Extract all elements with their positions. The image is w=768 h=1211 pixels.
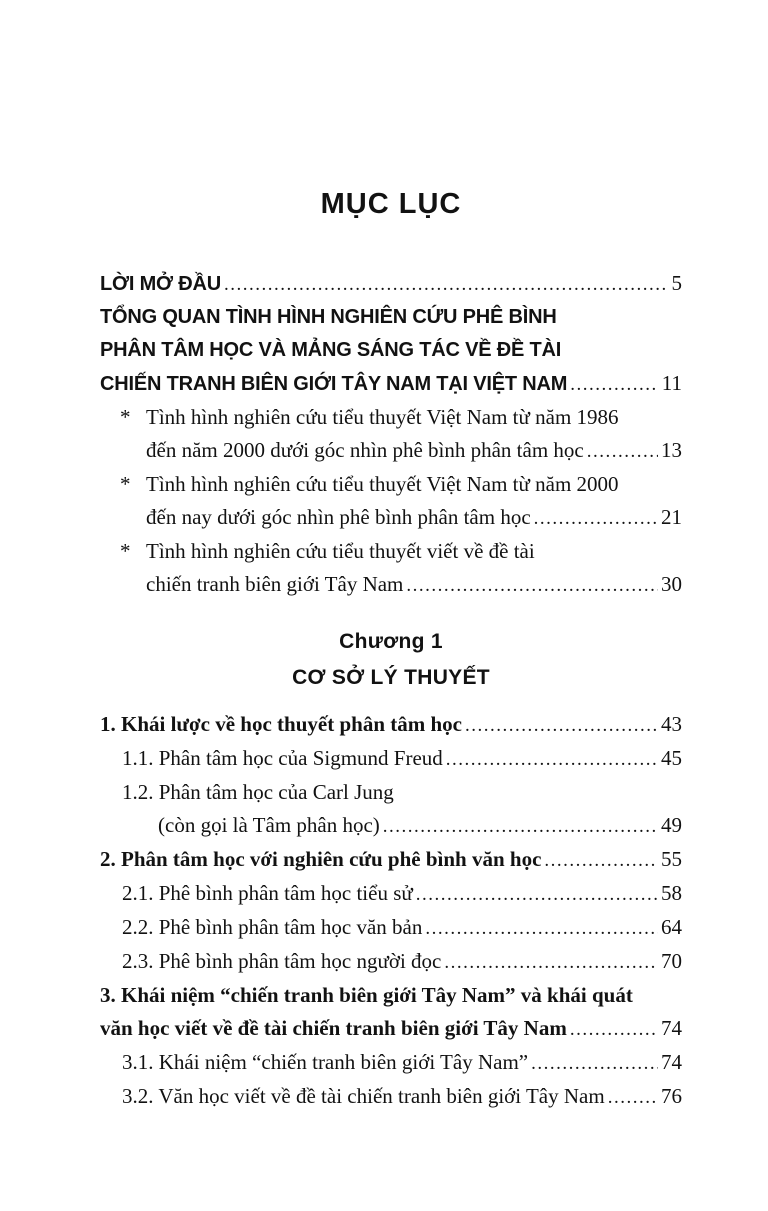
dot-leader xyxy=(446,742,658,776)
chapter-title: CƠ SỞ LÝ THUYẾT xyxy=(292,666,490,689)
dot-leader xyxy=(416,877,658,911)
toc-entry-line xyxy=(100,401,682,434)
page-number: 55 xyxy=(661,847,682,871)
toc-entry xyxy=(100,843,682,877)
page-number: 49 xyxy=(661,813,682,837)
toc-entry-line xyxy=(100,776,682,809)
entry-text: văn học viết về đề tài chiến tranh biên giới Tây Nam xyxy=(100,1016,567,1040)
page-title: MỤC LỤC xyxy=(320,188,462,220)
entry-text: 3. Khái niệm “chiến tranh biên giới Tây Nam” và khái quát xyxy=(100,983,633,1007)
toc-list xyxy=(100,267,682,1114)
entry-text: TỔNG QUAN TÌNH HÌNH NGHIÊN CỨU PHÊ BÌNH xyxy=(100,306,557,328)
toc-entry xyxy=(100,401,682,468)
toc-entry-line xyxy=(100,911,682,945)
entry-text: PHÂN TÂM HỌC VÀ MẢNG SÁNG TÁC VỀ ĐỀ TÀI xyxy=(100,339,562,361)
entry-text: 1.2. Phân tâm học của Carl Jung xyxy=(122,780,394,804)
toc-entry xyxy=(100,535,682,602)
entry-text: 2.2. Phê bình phân tâm học văn bản xyxy=(122,915,423,939)
dot-leader xyxy=(444,945,658,979)
dot-leader xyxy=(465,708,658,742)
toc-entry-line xyxy=(100,945,682,979)
toc-entry xyxy=(100,1080,682,1114)
toc-entry-line xyxy=(100,434,682,468)
page-number: 74 xyxy=(661,1050,682,1074)
page-number: 11 xyxy=(661,371,682,395)
entry-text: đến năm 2000 dưới góc nhìn phê bình phân tâm học xyxy=(146,438,584,462)
page-number: 21 xyxy=(661,505,682,529)
toc-entry-line xyxy=(100,468,682,501)
entry-text: 3.2. Văn học viết về đề tài chiến tranh biên giới Tây Nam xyxy=(122,1084,605,1108)
entry-text: 1. Khái lược về học thuyết phân tâm học xyxy=(100,712,462,736)
dot-leader xyxy=(406,568,658,602)
page-number: 64 xyxy=(661,915,682,939)
page-number: 58 xyxy=(661,881,682,905)
toc-entry xyxy=(100,742,682,776)
toc-entry-line xyxy=(100,535,682,568)
entry-text: Tình hình nghiên cứu tiểu thuyết viết về đề tài xyxy=(146,539,535,563)
page-number: 5 xyxy=(671,271,682,295)
entry-text: 3.1. Khái niệm “chiến tranh biên giới Tây Nam” xyxy=(122,1050,529,1074)
dot-leader xyxy=(531,1046,658,1080)
page-number: 76 xyxy=(661,1084,682,1108)
toc-entry xyxy=(100,911,682,945)
toc-entry-line xyxy=(100,877,682,911)
toc-entry xyxy=(100,468,682,535)
dot-leader xyxy=(570,367,659,401)
toc-entry-line xyxy=(100,843,682,877)
bullet-marker: * xyxy=(120,472,131,496)
entry-text: LỜI MỞ ĐẦU xyxy=(100,273,221,295)
entry-text: chiến tranh biên giới Tây Nam xyxy=(146,572,404,596)
entry-text: đến nay dưới góc nhìn phê bình phân tâm học xyxy=(146,505,531,529)
toc-entry-line xyxy=(100,334,682,367)
toc-entry-line xyxy=(100,742,682,776)
page-number: 30 xyxy=(661,572,682,596)
toc-entry-line xyxy=(100,367,682,401)
toc-entry-line xyxy=(100,568,682,602)
dot-leader xyxy=(544,843,658,877)
toc-entry xyxy=(100,1046,682,1080)
toc-entry-line xyxy=(100,809,682,843)
page-number: 45 xyxy=(661,746,682,770)
entry-text: Tình hình nghiên cứu tiểu thuyết Việt Nam từ năm 2000 xyxy=(146,472,619,496)
toc-content xyxy=(100,188,682,1114)
page-number: 70 xyxy=(661,949,682,973)
entry-text: 1.1. Phân tâm học của Sigmund Freud xyxy=(122,746,443,770)
page-number: 13 xyxy=(661,438,682,462)
bullet-marker: * xyxy=(120,539,131,563)
toc-entry-line xyxy=(100,1046,682,1080)
entry-text: 2.3. Phê bình phân tâm học người đọc xyxy=(122,949,442,973)
dot-leader xyxy=(534,501,658,535)
toc-entry-line xyxy=(100,1012,682,1046)
page-number: 43 xyxy=(661,712,682,736)
entry-text: 2. Phân tâm học với nghiên cứu phê bình văn học xyxy=(100,847,542,871)
chapter-number: Chương 1 xyxy=(339,630,443,653)
dot-leader xyxy=(570,1012,658,1046)
toc-entry xyxy=(100,776,682,843)
toc-entry-line xyxy=(100,1080,682,1114)
toc-entry-line xyxy=(100,979,682,1012)
entry-text: Tình hình nghiên cứu tiểu thuyết Việt Nam từ năm 1986 xyxy=(146,405,619,429)
toc-entry xyxy=(100,301,682,401)
toc-entry-line xyxy=(100,301,682,334)
page-number: 74 xyxy=(661,1016,682,1040)
dot-leader xyxy=(224,267,669,301)
dot-leader xyxy=(383,809,658,843)
entry-text: 2.1. Phê bình phân tâm học tiểu sử xyxy=(122,881,413,905)
dot-leader xyxy=(608,1080,658,1114)
dot-leader xyxy=(425,911,658,945)
chapter-heading xyxy=(100,624,682,696)
toc-entry xyxy=(100,708,682,742)
bullet-marker: * xyxy=(120,405,131,429)
toc-entry xyxy=(100,945,682,979)
toc-entry-line xyxy=(100,708,682,742)
toc-entry-line xyxy=(100,501,682,535)
entry-text: (còn gọi là Tâm phân học) xyxy=(158,813,380,837)
toc-entry xyxy=(100,877,682,911)
toc-entry xyxy=(100,267,682,301)
toc-entry-line xyxy=(100,267,682,301)
toc-entry xyxy=(100,979,682,1046)
entry-text: CHIẾN TRANH BIÊN GIỚI TÂY NAM TẠI VIỆT NAM xyxy=(100,373,568,395)
dot-leader xyxy=(587,434,658,468)
